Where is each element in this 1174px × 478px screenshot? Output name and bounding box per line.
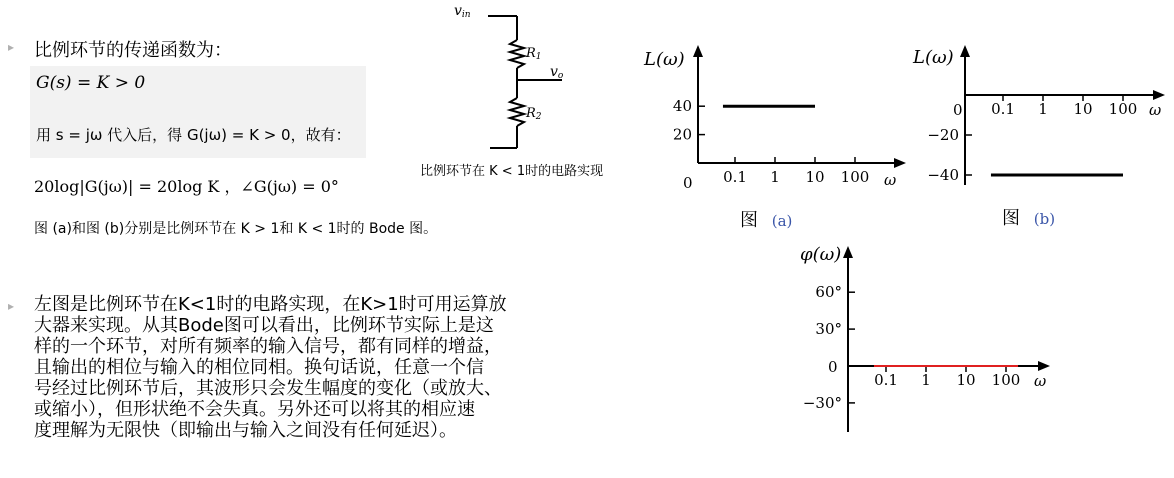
caption-a-main: 图 bbox=[740, 210, 758, 231]
x-tick-label: 0.1 bbox=[874, 371, 898, 389]
x-tick-label: 100 bbox=[840, 168, 870, 186]
vin-label: vin bbox=[454, 3, 471, 20]
bullet-marker: ▸ bbox=[8, 40, 15, 54]
paragraph-line: 或缩小），但形状绝不会失真。另外还可以将其的相应速 bbox=[34, 399, 475, 420]
x-tick-label: 100 bbox=[1108, 100, 1138, 118]
bullet-1-text: 比例环节的传递函数为： bbox=[34, 40, 232, 61]
circuit-caption: 比例环节在 K < 1时的电路实现 bbox=[420, 164, 604, 179]
circuit-diagram bbox=[410, 0, 640, 185]
origin-label: 0 bbox=[953, 101, 963, 119]
x-tick-label: 0.1 bbox=[723, 168, 747, 186]
paragraph-line: 左图是比例环节在K<1时的电路实现，在K>1时可用运算放 bbox=[34, 294, 507, 315]
x-tick-label: 10 bbox=[956, 371, 976, 389]
r2-label: R2 bbox=[526, 106, 542, 122]
x-tick-label: 10 bbox=[805, 168, 825, 186]
origin-label: 0 bbox=[683, 174, 693, 192]
x-tick-label: 1 bbox=[1038, 100, 1048, 118]
figure-note: 图 (a)和图 (b)分别是比例环节在 K > 1和 K < 1时的 Bode 图。 bbox=[34, 221, 438, 237]
vo-label: vo bbox=[550, 64, 564, 81]
ylabel: φ(ω) bbox=[800, 244, 842, 265]
r1-label: R1 bbox=[526, 46, 542, 62]
x-tick-label: 100 bbox=[991, 371, 1021, 389]
y-tick-label: 20 bbox=[672, 125, 692, 144]
x-tick-label: 1 bbox=[770, 168, 780, 186]
paragraph-line: 且输出的相位与输入的相位同相。换句话说，任意一个信 bbox=[34, 357, 484, 378]
caption-a bbox=[740, 206, 792, 232]
equation-transfer-function: G(s) = K > 0 bbox=[36, 73, 146, 93]
caption-a-sub: (a) bbox=[771, 212, 793, 230]
bullet-2-paragraph bbox=[34, 294, 614, 441]
ylabel: L(ω) bbox=[913, 47, 954, 68]
paragraph-line: 样的一个环节，对所有频率的输入信号，都有同样的增益， bbox=[34, 336, 502, 357]
caption-b bbox=[1002, 204, 1055, 230]
paragraph-line: 号经过比例环节后，其波形只会发生幅度的变化（或放大、 bbox=[34, 378, 502, 399]
bode-chart-phase bbox=[790, 232, 1060, 442]
paragraph-line: 大器来实现。从其Bode图可以看出，比例环节实际上是这 bbox=[34, 315, 494, 336]
y-tick-label: 30° bbox=[815, 320, 842, 339]
y-tick-label: −30° bbox=[802, 393, 842, 412]
y-tick-label: −40 bbox=[927, 166, 959, 184]
ylabel: L(ω) bbox=[644, 49, 685, 70]
x-tick-label: 0.1 bbox=[991, 100, 1015, 118]
x-tick-label: 10 bbox=[1073, 100, 1093, 118]
x-tick-label: 1 bbox=[921, 371, 931, 389]
bode-chart-a bbox=[630, 35, 920, 235]
xlabel: ω bbox=[884, 171, 897, 189]
caption-b-sub: (b) bbox=[1033, 210, 1056, 228]
y-tick-label: 60° bbox=[815, 283, 842, 302]
xlabel: ω bbox=[1034, 372, 1047, 390]
paragraph-line: 度理解为无限快（即输出与输入之间没有任何延迟）。 bbox=[34, 420, 457, 441]
equation-substitution: 用 s = jω 代入后，得 G(jω) = K > 0，故有： bbox=[36, 126, 351, 144]
equation-magnitude-phase: 20log|G(jω)| = 20log K ，∠G(jω) = 0° bbox=[34, 177, 339, 196]
bullet-marker-2: ▸ bbox=[8, 299, 15, 313]
bode-chart-b bbox=[905, 35, 1173, 205]
y-tick-label: 40 bbox=[672, 97, 692, 116]
y-tick-label: −20 bbox=[927, 126, 959, 144]
origin-label: 0 bbox=[828, 358, 838, 376]
caption-b-main: 图 bbox=[1002, 208, 1020, 229]
xlabel: ω bbox=[1149, 101, 1162, 119]
